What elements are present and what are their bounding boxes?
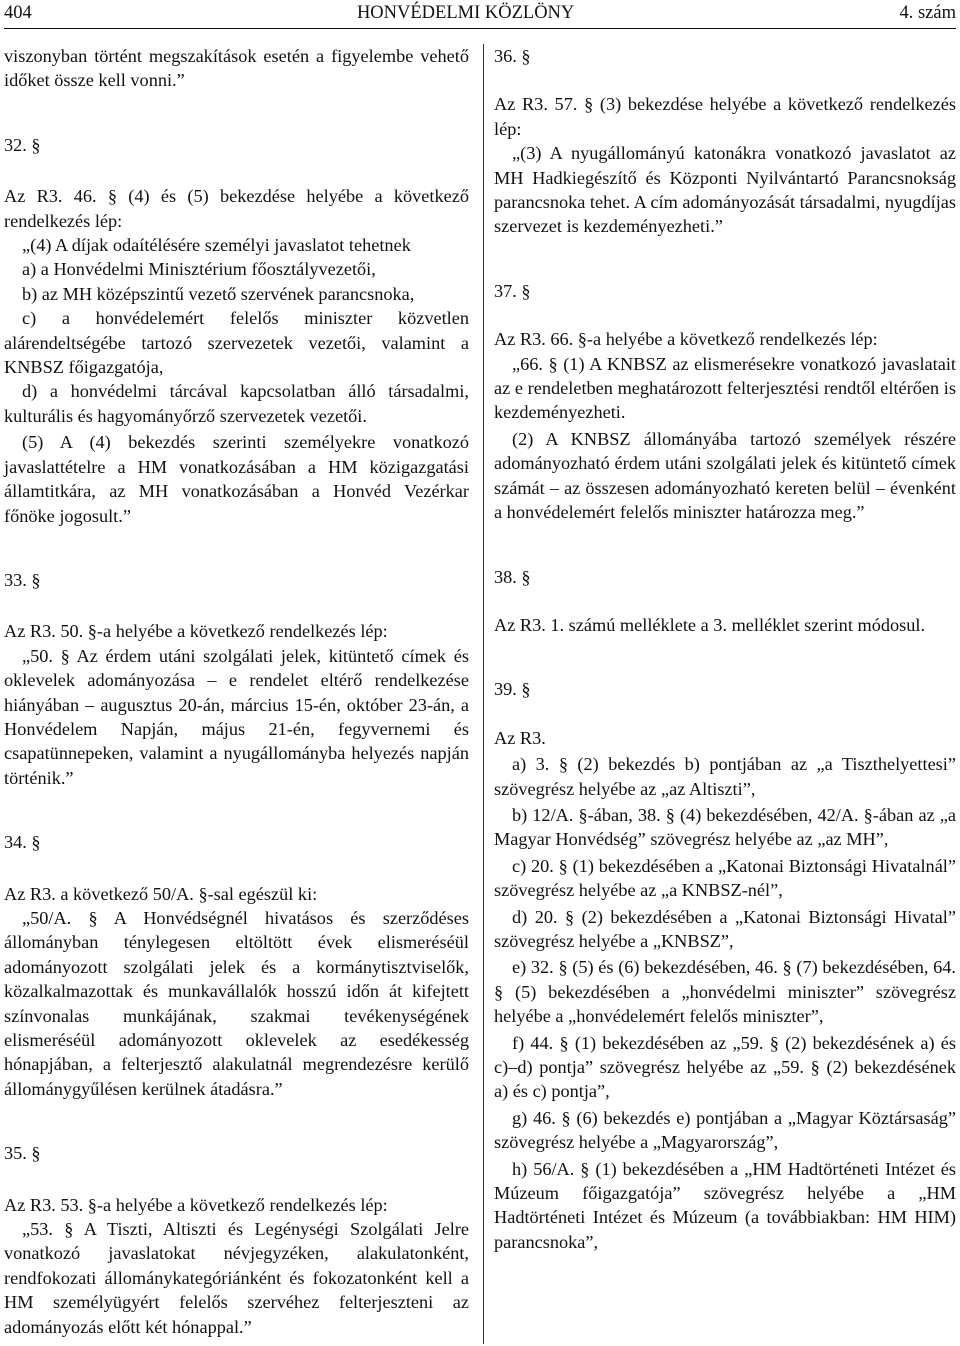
list-item: h) 56/A. § (1) bekezdésében a „HM Hadtörténeti Intézet és Múzeum főigazgatója” szövegrész helyébe a „HM Hadtörténeti Intézet és Múzeum (a továbbiakban: HM HIM) parancsnoka”, bbox=[494, 1158, 956, 1252]
left-column bbox=[4, 44, 469, 1339]
paragraph: Az R3. 1. számú melléklete a 3. melléklet szerint módosul. bbox=[494, 614, 926, 635]
paragraph: (5) A (4) bekezdés szerinti személyekre vonatkozó javaslattételre a HM vonatkozásában a HM közigazgatási államtitkára, az MH vonatkozásában a Honvéd Vezérkar főnöke jogosult.” bbox=[4, 432, 469, 526]
section-intro: Az R3. 46. § (4) és (5) bekezdése helyébe a következő rendelkezés lép: bbox=[4, 186, 469, 231]
paragraph: (2) A KNBSZ állományába tartozó személyek részére adományozható érdem utáni szolgálati jelek és kitüntető címek számát – az összesen adományozható kereten belül – évenként a honvédelemért felelős miniszter határozza meg.” bbox=[494, 428, 956, 523]
section-intro: Az R3. 53. §-a helyébe a következő rendelkezés lép: bbox=[4, 1194, 388, 1215]
section-intro: Az R3. a következő 50/A. §-sal egészül ki: bbox=[4, 883, 318, 904]
list-item: a) 3. § (2) bekezdés b) pontjában az „a Tiszthelyettesi” szövegrész helyébe az „az Altiszti”, bbox=[494, 754, 956, 799]
paragraph: „(4) A díjak odaítélésére személyi javaslatot tehetnek bbox=[22, 235, 411, 256]
list-item: c) 20. § (1) bekezdésében a „Katonai Biztonsági Hivatalnál” szövegrész helyébe az „a KNBSZ-nél”, bbox=[494, 855, 956, 901]
column-divider bbox=[483, 44, 484, 1344]
page-number: 404 bbox=[4, 3, 32, 23]
list-item: b) 12/A. §-ában, 38. § (4) bekezdésében, 42/A. §-ában az „a Magyar Honvédség” szövegrész helyébe az „az MH”, bbox=[494, 804, 956, 850]
section-heading-34: 34. § bbox=[4, 832, 41, 853]
section-intro: Az R3. 66. §-a helyébe a következő rendelkezés lép: bbox=[494, 329, 878, 350]
section-heading-32: 32. § bbox=[4, 134, 41, 155]
list-item: d) 20. § (2) bekezdésében a „Katonai Biztonsági Hivatal” szövegrész helyébe a „KNBSZ”, bbox=[494, 906, 956, 951]
list-item: g) 46. § (6) bekezdés e) pontjában a „Magyar Köztársaság” szövegrész helyébe a „Magyarország”, bbox=[494, 1107, 956, 1153]
section-heading-38: 38. § bbox=[494, 566, 531, 587]
page-header bbox=[4, 0, 956, 29]
journal-title: HONVÉDELMI KÖZLÖNY bbox=[356, 3, 575, 23]
section-heading-39: 39. § bbox=[494, 679, 531, 700]
list-item: e) 32. § (5) és (6) bekezdésében, 46. § (7) bekezdésében, 64. § (5) bekezdésében a „honvédelmi miniszter” szövegrész helyébe a „honvédelemért felelős miniszter”, bbox=[494, 957, 956, 1027]
paragraph: „50. § Az érdem utáni szolgálati jelek, kitüntető címek és oklevelek adományozása – e rendelet eltérő rendelkezése hiányában – augusztus 20-án, március 15-én, október 23-án, a Honvédelem Napján, május 21-én, fegyvernemi és csapatünnepeken, valamint a nyugállományba helyezés napján történik.” bbox=[4, 645, 469, 788]
section-heading-33: 33. § bbox=[4, 569, 41, 590]
list-item: b) az MH középszintű vezető szervének parancsnoka, bbox=[22, 283, 415, 304]
section-heading-36: 36. § bbox=[494, 46, 531, 66]
list-item: c) a honvédelemért felelős miniszter közvetlen alárendeltségébe tartozó szervezetek vezetői, valamint a KNBSZ főigazgatója, bbox=[4, 308, 469, 378]
issue-number: 4. szám bbox=[899, 3, 956, 23]
section-intro: Az R3. bbox=[494, 727, 546, 748]
paragraph: „50/A. § A Honvédségnél hivatásos és szerződéses állományban ténylegesen eltöltött évek elismeréséül adományozott szolgálati jelek és a kormánytisztviselők, közalkalmazottak és munkavállalók hosszú időn át kifejtett színvonalas munkájának, szakmai tevékenységének elismeréséül adományozott oklevelek az esedékesség hónapjában, a felterjesztő alakulatnál megrendezésre kerülő állománygyűlésen kerülnek átadásra.” bbox=[4, 907, 469, 1099]
paragraph: viszonyban történt megszakítások esetén a figyelembe vehető időket össze kell vonni.” bbox=[4, 46, 469, 91]
section-intro: Az R3. 57. § (3) bekezdése helyébe a következő rendelkezés lép: bbox=[494, 94, 956, 139]
list-item: a) a Honvédelmi Minisztérium főosztályvezetői, bbox=[22, 259, 376, 280]
paragraph: „(3) A nyugállományú katonákra vonatkozó javaslatot az MH Hadkiegészítő és Központi Nyilvántartó Parancsnokság parancsnoka tehet. A cím adományozását társadalmi, nyugdíjas szervezet is kezdeményezheti.” bbox=[494, 143, 956, 237]
list-item: d) a honvédelmi tárcával kapcsolatban álló társadalmi, kulturális és hagyományőrző szervezetek vezetői. bbox=[4, 381, 469, 426]
section-heading-35: 35. § bbox=[4, 1143, 41, 1164]
section-heading-37: 37. § bbox=[494, 280, 531, 301]
right-column bbox=[494, 44, 956, 1254]
paragraph: „53. § A Tiszti, Altiszti és Legénységi Szolgálati Jelre vonatkozó javaslatokat névjegyzéken, alakulatonként, rendfokozati állománykategóriánként és fokozatonként kell a HM személyügyért felelős szervéhez felterjeszteni az adományozás előtt két hónappal.” bbox=[4, 1219, 469, 1337]
section-intro: Az R3. 50. §-a helyébe a következő rendelkezés lép: bbox=[4, 621, 388, 642]
list-item: f) 44. § (1) bekezdésében az „59. § (2) bekezdésének a) és c)–d) pontja” szövegrész helyébe az „59. § (2) bekezdésének a) és c) pontja”, bbox=[494, 1032, 956, 1102]
paragraph: „66. § (1) A KNBSZ az elismerésekre vonatkozó javaslatait az e rendeletben meghatározott felterjesztési rendtől eltérően is kezdeményezheti. bbox=[494, 353, 956, 423]
